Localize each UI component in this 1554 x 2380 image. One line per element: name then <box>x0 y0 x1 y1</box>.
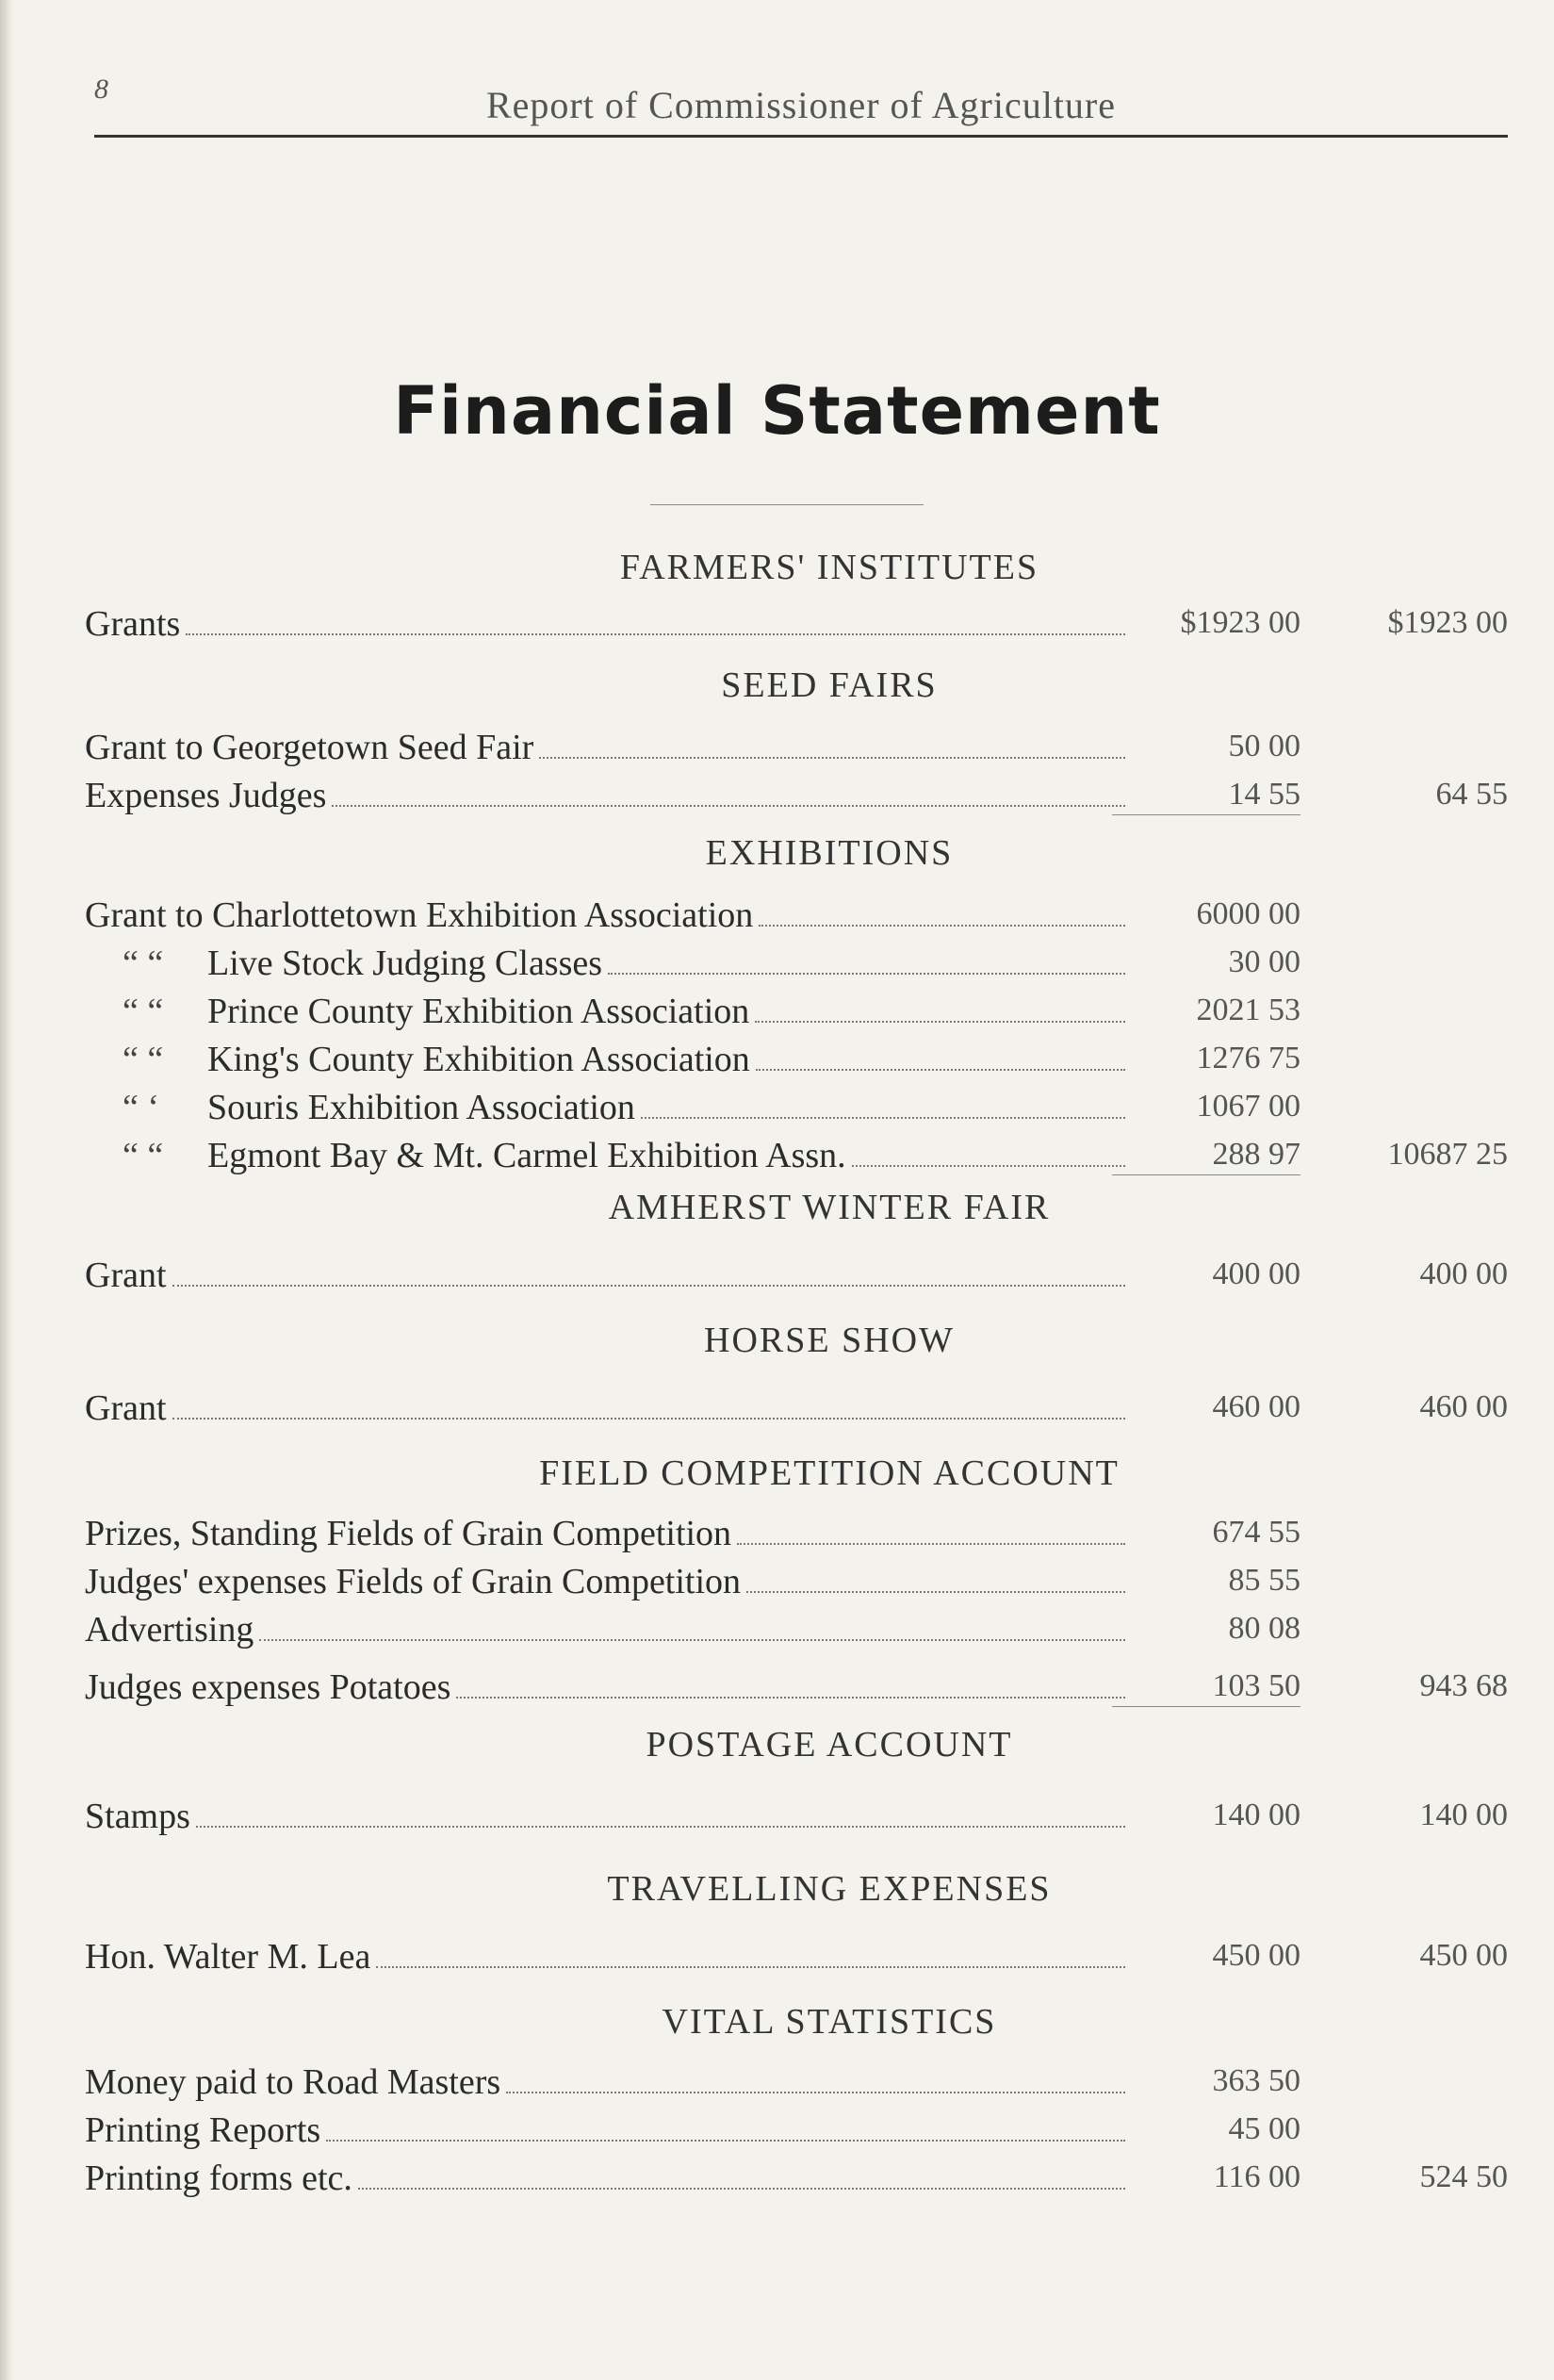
dot-leader <box>172 1418 1125 1420</box>
section-exhibitions <box>85 832 1517 1179</box>
dot-leader <box>376 1966 1125 1968</box>
header-rule <box>94 135 1508 138</box>
dot-leader <box>539 757 1125 759</box>
dot-leader <box>506 2092 1125 2093</box>
row-label: Souris Exhibition Association <box>207 1088 635 1127</box>
row-amount: 400 00 <box>1212 1256 1300 1291</box>
row-label: King's County Exhibition Association <box>207 1040 750 1079</box>
row-label: Judges' expenses Fields of Grain Competition <box>85 1562 742 1601</box>
row-amount: 6000 00 <box>1196 896 1300 931</box>
statement-row <box>85 1605 1517 1653</box>
ditto-marks: “ “ <box>123 992 164 1031</box>
section-horse-show <box>85 1320 1517 1432</box>
running-header <box>90 74 1513 130</box>
dot-leader <box>326 2140 1125 2142</box>
section-postage <box>85 1724 1517 1840</box>
row-label: Hon. Walter M. Lea <box>85 1937 371 1977</box>
dot-leader <box>456 1697 1125 1699</box>
row-total: 943 68 <box>1419 1668 1508 1703</box>
section-field-competition <box>85 1453 1517 1711</box>
section-vital-statistics <box>85 2001 1517 2202</box>
row-label: Grant to Georgetown Seed Fair <box>85 728 534 767</box>
page-number: 8 <box>94 74 108 105</box>
section-heading: TRAVELLING EXPENSES <box>607 1869 1052 1909</box>
section-farmers-institutes <box>85 547 1517 648</box>
dot-leader <box>746 1591 1125 1593</box>
statement-row <box>85 1509 1517 1557</box>
title-rule <box>650 504 924 505</box>
section-amherst-winter-fair <box>85 1187 1517 1299</box>
statement-row <box>85 1663 1517 1711</box>
row-total: 524 50 <box>1419 2159 1508 2194</box>
row-amount: 1276 75 <box>1196 1041 1300 1075</box>
row-label: Live Stock Judging Classes <box>207 944 603 983</box>
row-label: Money paid to Road Masters <box>85 2062 501 2102</box>
dot-leader <box>759 925 1125 927</box>
row-total: 460 00 <box>1419 1389 1508 1424</box>
row-amount: 80 08 <box>1228 1611 1300 1646</box>
statement-row <box>85 2106 1517 2154</box>
row-total: 64 55 <box>1435 777 1508 812</box>
statement-row <box>85 891 1517 939</box>
row-amount: 674 55 <box>1212 1515 1300 1550</box>
row-amount: $1923 00 <box>1180 605 1300 640</box>
statement-row <box>85 1251 1517 1299</box>
row-label: Grant <box>85 1256 167 1295</box>
row-amount: 460 00 <box>1212 1389 1300 1424</box>
statement-row <box>85 1932 1517 1980</box>
dot-leader <box>852 1165 1125 1167</box>
dot-leader <box>186 633 1125 635</box>
row-amount: 1067 00 <box>1196 1089 1300 1124</box>
section-heading: FARMERS' INSTITUTES <box>619 548 1039 587</box>
dot-leader <box>196 1826 1125 1828</box>
row-label: Grant <box>85 1388 167 1428</box>
row-label: Expenses Judges <box>85 776 327 815</box>
section-heading: EXHIBITIONS <box>705 833 954 873</box>
row-label: Judges expenses Potatoes <box>85 1667 451 1707</box>
row-label: Grant to Charlottetown Exhibition Association <box>85 895 754 935</box>
row-amount: 45 00 <box>1228 2111 1300 2146</box>
dot-leader <box>358 2188 1125 2190</box>
row-total: 140 00 <box>1419 1797 1508 1832</box>
row-amount: 116 00 <box>1213 2159 1300 2194</box>
section-heading: AMHERST WINTER FAIR <box>608 1188 1051 1227</box>
statement-row <box>85 1792 1517 1840</box>
row-label: Prince County Exhibition Association <box>207 992 750 1031</box>
statement-row <box>85 1035 1517 1083</box>
row-amount: 363 50 <box>1212 2063 1300 2098</box>
dot-leader <box>755 1021 1125 1023</box>
row-label: Printing forms etc. <box>85 2158 352 2198</box>
section-heading: VITAL STATISTICS <box>662 2002 997 2042</box>
row-amount: 30 00 <box>1228 944 1300 979</box>
statement-row <box>85 771 1517 819</box>
statement-row <box>85 2058 1517 2106</box>
financial-statement <box>85 547 1517 2202</box>
dot-leader <box>641 1117 1125 1119</box>
ditto-marks: “ “ <box>123 1040 164 1079</box>
running-title: Report of Commissioner of Agriculture <box>485 84 1116 126</box>
statement-row <box>85 987 1517 1035</box>
ditto-marks: “ ‘ <box>123 1088 160 1127</box>
statement-row <box>85 1131 1517 1179</box>
row-label: Printing Reports <box>85 2110 321 2150</box>
statement-row <box>85 939 1517 987</box>
row-total: 450 00 <box>1419 1938 1508 1973</box>
row-total: 400 00 <box>1419 1256 1508 1291</box>
dot-leader <box>332 805 1125 807</box>
row-amount: 50 00 <box>1228 729 1300 763</box>
dot-leader <box>756 1069 1125 1071</box>
row-label: Advertising <box>85 1610 254 1650</box>
section-heading: SEED FAIRS <box>721 665 938 705</box>
statement-row <box>85 1557 1517 1605</box>
statement-row <box>85 1083 1517 1131</box>
statement-row <box>85 723 1517 771</box>
ditto-marks: “ “ <box>123 1136 164 1175</box>
row-amount: 14 55 <box>1112 777 1300 815</box>
page-title: Financial Statement <box>393 372 1161 450</box>
dot-leader <box>608 973 1125 975</box>
section-heading: POSTAGE ACCOUNT <box>646 1725 1013 1764</box>
row-label: Stamps <box>85 1797 190 1836</box>
section-travelling <box>85 1868 1517 1980</box>
row-amount: 450 00 <box>1212 1938 1300 1973</box>
statement-row <box>85 1384 1517 1432</box>
row-amount: 288 97 <box>1112 1137 1300 1175</box>
dot-leader <box>259 1639 1125 1641</box>
row-amount: 2021 53 <box>1196 993 1300 1027</box>
row-amount: 85 55 <box>1228 1563 1300 1598</box>
statement-row <box>85 599 1517 648</box>
row-total: 10687 25 <box>1387 1137 1508 1172</box>
row-label: Prizes, Standing Fields of Grain Competition <box>85 1514 732 1553</box>
row-amount: 103 50 <box>1112 1668 1300 1707</box>
section-heading: HORSE SHOW <box>704 1321 955 1360</box>
page-edge-shadow <box>0 0 13 2380</box>
row-amount: 140 00 <box>1212 1797 1300 1832</box>
dot-leader <box>737 1543 1125 1545</box>
row-label: Egmont Bay & Mt. Carmel Exhibition Assn. <box>207 1136 846 1175</box>
section-heading: FIELD COMPETITION ACCOUNT <box>539 1453 1120 1493</box>
dot-leader <box>172 1285 1125 1287</box>
row-label: Grants <box>85 604 181 644</box>
section-seed-fairs <box>85 665 1517 819</box>
row-total: $1923 00 <box>1387 605 1508 640</box>
statement-row <box>85 2154 1517 2202</box>
ditto-marks: “ “ <box>123 944 164 983</box>
